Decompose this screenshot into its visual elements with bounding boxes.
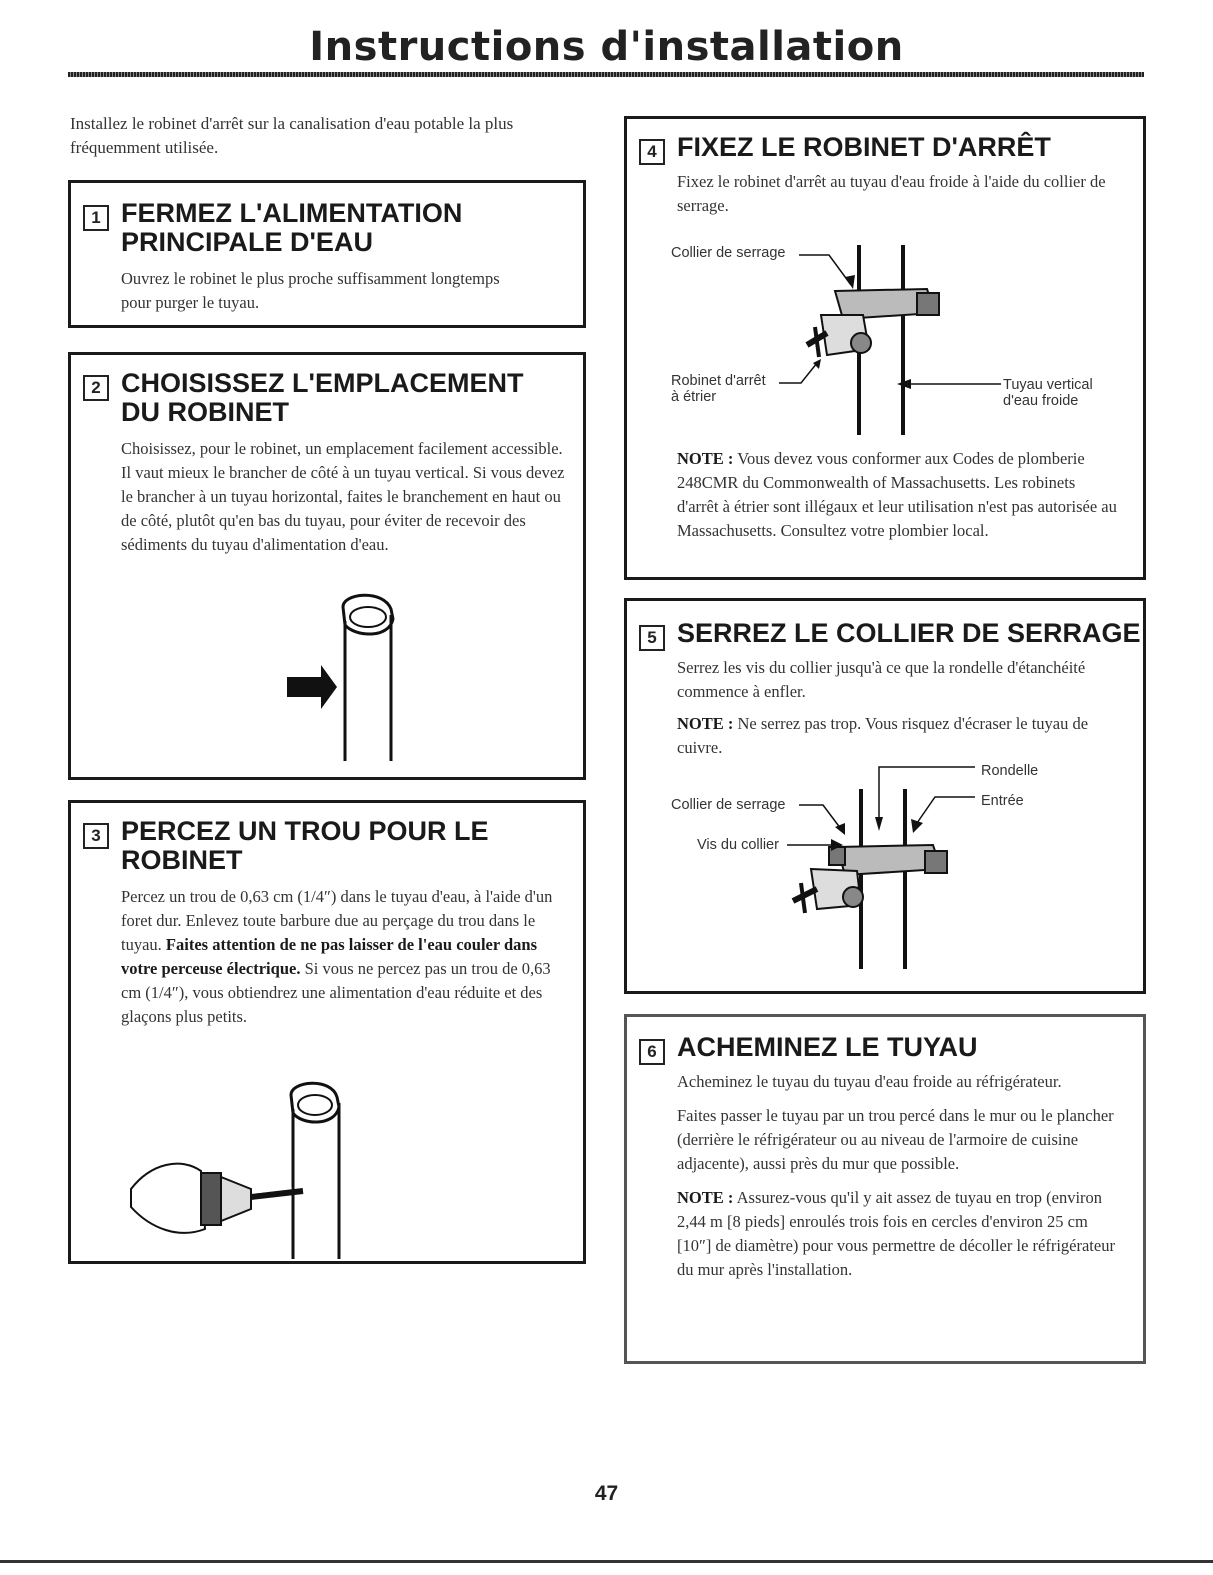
step-3-title bbox=[121, 817, 583, 875]
bottom-divider bbox=[0, 1560, 1213, 1563]
step-2-number: 2 bbox=[83, 375, 109, 401]
valve-label-line2: à étrier bbox=[671, 389, 717, 405]
step-4-number: 4 bbox=[639, 139, 665, 165]
step-5-body: Serrez les vis du collier jusqu'à ce que la rondelle d'étanchéité commence à enfler. bbox=[677, 658, 1086, 701]
step-3-box bbox=[68, 800, 586, 1264]
step-4-body: Fixez le robinet d'arrêt au tuyau d'eau froide à l'aide du collier de serrage. bbox=[677, 172, 1106, 215]
step-4-title: FIXEZ LE ROBINET D'ARRÊT bbox=[677, 132, 1051, 162]
step-3-body bbox=[121, 885, 573, 1029]
intro-text: Installez le robinet d'arrêt sur la canalisation d'eau potable la plus fréquemment utilisée. bbox=[70, 114, 514, 157]
step-1-title-line2: PRINCIPALE D'EAU bbox=[121, 227, 373, 257]
page-number: 47 bbox=[594, 1482, 619, 1505]
step-2-title-line2: DU ROBINET bbox=[121, 397, 289, 427]
pipe-label-line1: Tuyau vertical bbox=[1003, 377, 1093, 393]
step-1-box bbox=[68, 180, 586, 328]
valve-label-line1: Robinet d'arrêt bbox=[671, 373, 766, 389]
step-6-note-text: Assurez-vous qu'il y ait assez de tuyau en trop (environ 2,44 m [8 pieds] enroulés trois fois en cercles d'environ 25 cm [10″] de diamètre) pour vous permettre de décoller le réfrigérateur du mur après l'installation. bbox=[677, 1188, 1115, 1279]
step-4-note-text: Vous devez vous conformer aux Codes de plomberie 248CMR du Commonwealth of Massachusetts. Les robinets d'arrêt à étrier sont illégaux et leur utilisation n'est pas autorisée au Massachusetts. Consultez votre plombier local. bbox=[677, 449, 1117, 540]
step-3-body-part2: Si vous ne percez pas un trou de 0,63 cm (1/4″), vous obtiendrez une alimentation d'eau réduite et des glaçons plus petits. bbox=[121, 959, 551, 1026]
clamp-label: Collier de serrage bbox=[671, 245, 786, 261]
step-1-title-line1: FERMEZ L'ALIMENTATION bbox=[121, 198, 463, 228]
step-2-box bbox=[68, 352, 586, 780]
step-6-note bbox=[677, 1186, 1117, 1282]
step-3-body-warning: Faites attention de ne pas laisser de l'eau couler dans votre perceuse électrique. bbox=[121, 935, 538, 978]
step-2-body: Choisissez, pour le robinet, un emplacement facilement accessible. Il vaut mieux le brancher de côté à un tuyau vertical. Si vous devez le brancher à un tuyau horizontal, faites le branchement en haut ou de côté, plutôt qu'en bas du tuyau, pour éviter de recevoir des sédiments du tuyau d'alimentation d'eau. bbox=[121, 439, 565, 554]
step-2-title bbox=[121, 369, 583, 427]
clamp-label-2: Collier de serrage bbox=[671, 797, 786, 813]
valve-label-leader bbox=[777, 359, 827, 389]
clamp-label-leader bbox=[799, 253, 859, 293]
pipe-label-leader bbox=[897, 377, 1007, 391]
step-5-leaders bbox=[627, 601, 1149, 997]
step-1-number: 1 bbox=[83, 205, 109, 231]
step-4-note bbox=[677, 447, 1117, 543]
step-5-note-text: Ne serrez pas trop. Vous risquez d'écraser le tuyau de cuivre. bbox=[677, 714, 1089, 757]
step-3-number: 3 bbox=[83, 823, 109, 849]
step-5-number: 5 bbox=[639, 625, 665, 651]
step-6-note-label: NOTE : bbox=[677, 1188, 734, 1207]
step-3-title-line1: PERCEZ UN TROU POUR LE bbox=[121, 816, 489, 846]
step-6-body-1: Acheminez le tuyau du tuyau d'eau froide au réfrigérateur. bbox=[677, 1072, 1062, 1091]
inlet-label: Entrée bbox=[981, 793, 1024, 809]
screw-label: Vis du collier bbox=[697, 837, 779, 853]
vertical-pipe-illustration bbox=[221, 591, 421, 761]
washer-label: Rondelle bbox=[981, 763, 1039, 779]
page-title: Instructions d'installation bbox=[309, 24, 904, 70]
title-divider bbox=[68, 72, 1144, 77]
step-4-note-label: NOTE : bbox=[677, 449, 734, 468]
step-6-title: ACHEMINEZ LE TUYAU bbox=[677, 1032, 978, 1062]
step-5-box bbox=[624, 598, 1146, 994]
step-6-box bbox=[624, 1014, 1146, 1364]
step-6-body-2: Faites passer le tuyau par un trou percé dans le mur ou le plancher (derrière le réfrigérateur ou au niveau de l'armoire de cuisine adjacente), aussi près du mur que possible. bbox=[677, 1106, 1114, 1173]
step-5-title: SERREZ LE COLLIER DE SERRAGE bbox=[677, 618, 1141, 648]
step-4-box bbox=[624, 116, 1146, 580]
pipe-label-line2: d'eau froide bbox=[1003, 393, 1079, 409]
step-6-number: 6 bbox=[639, 1039, 665, 1065]
step-3-title-line2: ROBINET bbox=[121, 845, 243, 875]
step-1-body: Ouvrez le robinet le plus proche suffisamment longtemps pour purger le tuyau. bbox=[121, 269, 500, 312]
step-2-title-line1: CHOISISSEZ L'EMPLACEMENT bbox=[121, 368, 524, 398]
step-1-title bbox=[121, 199, 583, 257]
step-5-note-label: NOTE : bbox=[677, 714, 734, 733]
step-3-body-part1: Percez un trou de 0,63 cm (1/4″) dans le tuyau d'eau, à l'aide d'un foret dur. Enlevez toute barbure due au perçage du trou dans le tuyau. bbox=[121, 887, 553, 954]
drill-illustration bbox=[131, 1079, 451, 1259]
